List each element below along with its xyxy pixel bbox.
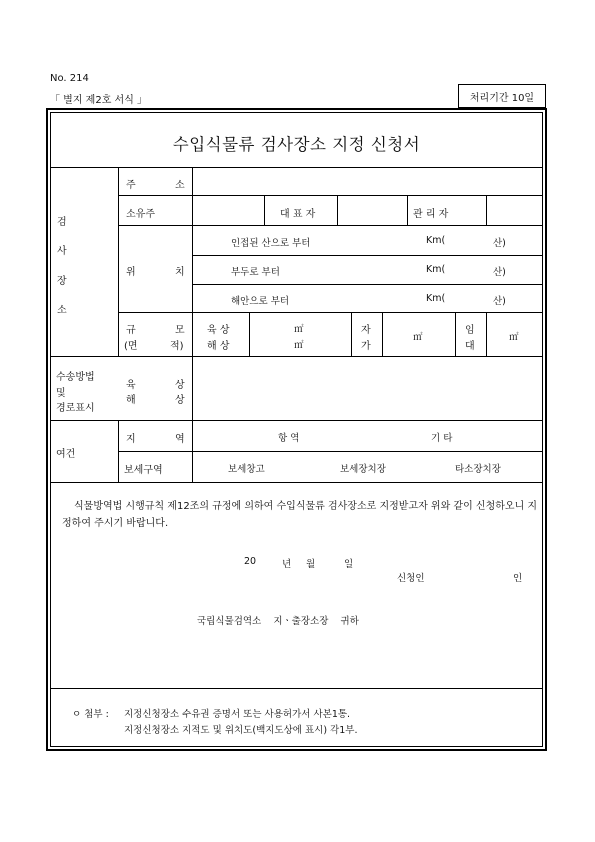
own-label-2: 가 — [361, 341, 371, 352]
site-label-char-2: 사 — [57, 246, 67, 257]
rule-owner-3 — [407, 195, 408, 225]
rule-scale-5 — [486, 312, 487, 356]
date-day: 일 — [344, 559, 354, 570]
rule-site-bottom — [50, 356, 543, 357]
representative-label: 대 표 자 — [280, 209, 316, 220]
location-mountain-text: 인접된 산으로 부터 — [231, 238, 311, 249]
rule-transport-bottom — [50, 420, 543, 421]
attachment-item-1: 지정신청장소 수유권 증명서 또는 사용허가서 사본1통. — [124, 709, 351, 720]
rule-scale-3 — [382, 312, 383, 356]
applicant-label: 신청인 — [397, 573, 425, 584]
customs-warehouse: 보세창고 — [228, 464, 265, 475]
processing-period-box: 처리기간 10일 — [458, 84, 546, 108]
rule-location-bottom — [118, 312, 543, 313]
site-label-char-1: 검 — [57, 217, 67, 228]
rule-address-bottom — [118, 195, 543, 196]
owner-label: 소유주 — [126, 209, 155, 220]
area-label-2: 적) — [170, 341, 184, 352]
region-other: 기 타 — [431, 433, 453, 444]
rent-label-2: 대 — [465, 341, 475, 352]
location-pier-text: 부두로 부터 — [231, 267, 280, 278]
location-mountain-close: 산) — [493, 238, 506, 249]
form-title: 수입식물류 검사장소 지정 신청서 — [172, 135, 421, 154]
application-statement: 식물방역법 시행규칙 제12조의 규정에 의하여 수입식물류 검사장소로 지정받고자 위와 같이 신청하오니 지정하여 주시기 바랍니다. — [62, 501, 538, 529]
transport-label-2: 및 — [56, 388, 66, 399]
land-label: 육 상 — [207, 325, 230, 336]
region-port: 항 역 — [278, 433, 300, 444]
conditions-label: 여건 — [56, 449, 76, 460]
region-label-2: 역 — [175, 434, 185, 445]
land-area-unit: ㎡ — [294, 324, 304, 335]
rent-label-1: 임 — [465, 325, 475, 336]
site-label-char-3: 장 — [57, 276, 67, 287]
own-label-1: 자 — [361, 325, 371, 336]
transport-sea-1: 해 — [126, 395, 136, 406]
rule-attachments-top — [50, 688, 543, 689]
rule-owner-4 — [486, 195, 487, 225]
address-label-1: 주 — [126, 180, 136, 191]
location-label-1: 위 — [126, 267, 136, 278]
location-pier-unit: Km( — [426, 264, 446, 275]
location-pier-close: 산) — [493, 267, 506, 278]
sea-area-unit: ㎡ — [294, 340, 304, 351]
rent-area-unit: ㎡ — [509, 332, 519, 343]
applicant-seal: 인 — [513, 573, 523, 584]
rule-location-1 — [192, 255, 543, 256]
customs-yard: 보세장치장 — [340, 464, 386, 475]
rule-scale-2 — [351, 312, 352, 356]
transport-label-1: 수송방법 — [56, 372, 95, 383]
rule-below-title — [50, 167, 543, 168]
sea-label: 해 상 — [207, 341, 230, 352]
address-label-2: 소 — [175, 180, 185, 191]
location-coast-unit: Km( — [426, 293, 446, 304]
location-mountain-unit: Km( — [426, 235, 446, 246]
transport-label-3: 경로표시 — [56, 403, 95, 414]
transport-land-2: 상 — [175, 380, 185, 391]
rule-location-2 — [192, 284, 543, 285]
rule-site-label-col — [118, 167, 119, 356]
rule-conditions-bottom — [50, 482, 543, 483]
rule-region-bottom — [118, 451, 543, 452]
location-coast-text: 해안으로 부터 — [231, 296, 290, 307]
location-coast-close: 산) — [493, 296, 506, 307]
form-number: No. 214 — [50, 73, 89, 84]
transport-sea-2: 상 — [175, 395, 185, 406]
date-month: 월 — [306, 559, 316, 570]
addressee: 국립식물검역소 지ㆍ출장소장 귀하 — [197, 616, 359, 627]
site-label-char-4: 소 — [57, 305, 67, 316]
manager-label: 관 리 자 — [413, 209, 449, 220]
rule-scale-1 — [249, 312, 250, 356]
transport-land-1: 육 — [126, 380, 136, 391]
form-subtitle: 「 별지 제2호 서식 」 — [50, 95, 148, 106]
rule-label-col — [192, 167, 193, 482]
scale-label-2: 모 — [175, 325, 185, 336]
rule-owner-1 — [264, 195, 265, 225]
location-label-2: 치 — [175, 267, 185, 278]
scale-label-1: 규 — [126, 325, 136, 336]
date-year-suffix: 년 — [282, 559, 292, 570]
region-label-1: 지 — [126, 434, 136, 445]
date-year: 20 — [244, 556, 257, 567]
customs-label: 보세구역 — [124, 465, 163, 476]
rule-conditions-label-col — [118, 420, 119, 482]
attachments-label: ㅇ 첨부 : — [72, 709, 109, 720]
own-area-unit: ㎡ — [413, 332, 423, 343]
customs-other-yard: 타소장치장 — [455, 464, 501, 475]
rule-owner-bottom — [118, 225, 543, 226]
rule-owner-2 — [337, 195, 338, 225]
rule-scale-4 — [455, 312, 456, 356]
area-label-1: (면 — [124, 341, 138, 352]
attachment-item-2: 지정신청장소 지적도 및 위치도(백지도상에 표시) 각1부. — [124, 725, 358, 736]
